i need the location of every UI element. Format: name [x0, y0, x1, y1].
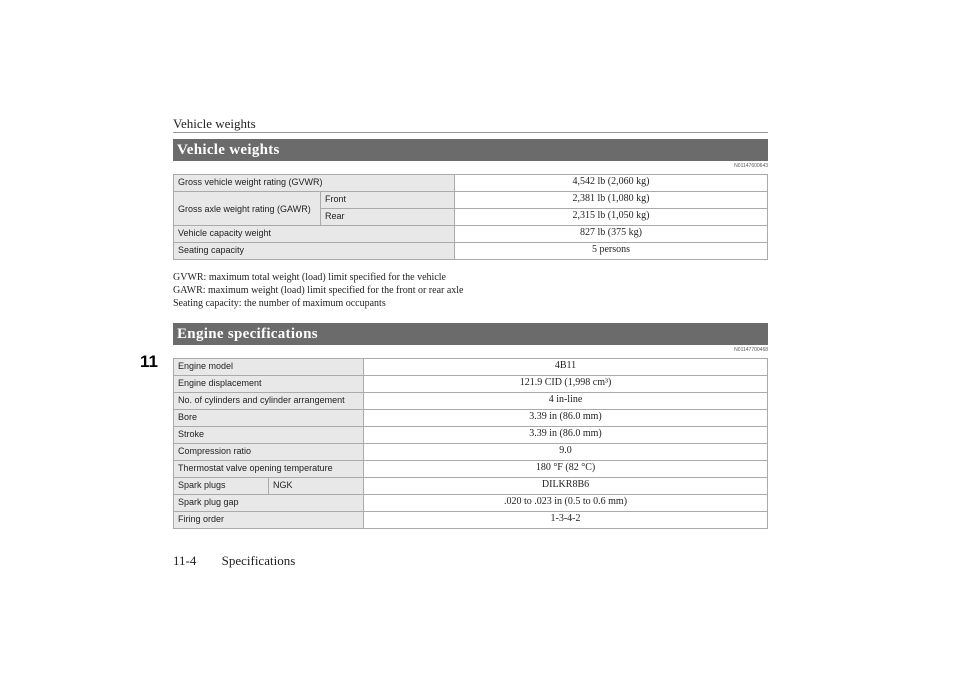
note-seating: Seating capacity: the number of maximum occupants: [173, 298, 386, 309]
page-footer: [173, 553, 295, 569]
bore-label: Bore: [174, 410, 364, 427]
table-row: [174, 376, 768, 393]
gawr-rear-value: 2,315 lb (1,050 kg): [455, 209, 768, 226]
table-row: [174, 444, 768, 461]
stroke-value: 3.39 in (86.0 mm): [364, 427, 768, 444]
table-row: [174, 192, 768, 209]
table-row: [174, 175, 768, 192]
header-rule: [173, 132, 768, 133]
stroke-label: Stroke: [174, 427, 364, 444]
vehicle-weights-notes: [173, 271, 464, 310]
engine-model-label: Engine model: [174, 359, 364, 376]
table-row: [174, 495, 768, 512]
bore-value: 3.39 in (86.0 mm): [364, 410, 768, 427]
table-row: [174, 410, 768, 427]
gawr-label: Gross axle weight rating (GAWR): [174, 192, 321, 226]
firing-order-value: 1-3-4-2: [364, 512, 768, 529]
plug-gap-value: .020 to .023 in (0.5 to 0.6 mm): [364, 495, 768, 512]
compression-label: Compression ratio: [174, 444, 364, 461]
capacity-weight-label: Vehicle capacity weight: [174, 226, 455, 243]
table-row: [174, 359, 768, 376]
displacement-label: Engine displacement: [174, 376, 364, 393]
note-gvwr: GVWR: maximum total weight (load) limit specified for the vehicle: [173, 272, 446, 283]
vehicle-weights-ref-code: N01147600643: [734, 163, 768, 169]
thermostat-value: 180 °F (82 °C): [364, 461, 768, 478]
vehicle-weights-title: Vehicle weights: [173, 139, 768, 161]
displacement-value: 121.9 CID (1,998 cm³): [364, 376, 768, 393]
spark-plugs-brand: NGK: [269, 478, 364, 495]
table-row: [174, 478, 768, 495]
page-header-title: Vehicle weights: [173, 116, 256, 131]
capacity-weight-value: 827 lb (375 kg): [455, 226, 768, 243]
spark-plugs-value: DILKR8B6: [364, 478, 768, 495]
gvwr-label: Gross vehicle weight rating (GVWR): [174, 175, 455, 192]
table-row: [174, 393, 768, 410]
plug-gap-label: Spark plug gap: [174, 495, 364, 512]
table-row: [174, 243, 768, 260]
engine-model-value: 4B11: [364, 359, 768, 376]
cylinders-value: 4 in-line: [364, 393, 768, 410]
gawr-front-label: Front: [321, 192, 455, 209]
firing-order-label: Firing order: [174, 512, 364, 529]
engine-specs-title: Engine specifications: [173, 323, 768, 345]
gvwr-value: 4,542 lb (2,060 kg): [455, 175, 768, 192]
table-row: [174, 461, 768, 478]
cylinders-label: No. of cylinders and cylinder arrangement: [174, 393, 364, 410]
vehicle-weights-table: [173, 174, 768, 260]
seating-capacity-value: 5 persons: [455, 243, 768, 260]
gawr-rear-label: Rear: [321, 209, 455, 226]
table-row: [174, 512, 768, 529]
page-number: 11-4: [173, 553, 197, 568]
thermostat-label: Thermostat valve opening temperature: [174, 461, 364, 478]
chapter-tab: 11: [140, 352, 158, 371]
footer-section: Specifications: [221, 553, 296, 568]
table-row: [174, 427, 768, 444]
seating-capacity-label: Seating capacity: [174, 243, 455, 260]
engine-specs-ref-code: N01147700468: [734, 347, 768, 353]
spark-plugs-label: Spark plugs: [174, 478, 269, 495]
note-gawr: GAWR: maximum weight (load) limit specified for the front or rear axle: [173, 285, 464, 296]
gawr-front-value: 2,381 lb (1,080 kg): [455, 192, 768, 209]
compression-value: 9.0: [364, 444, 768, 461]
engine-specs-table: [173, 358, 768, 529]
table-row: [174, 226, 768, 243]
